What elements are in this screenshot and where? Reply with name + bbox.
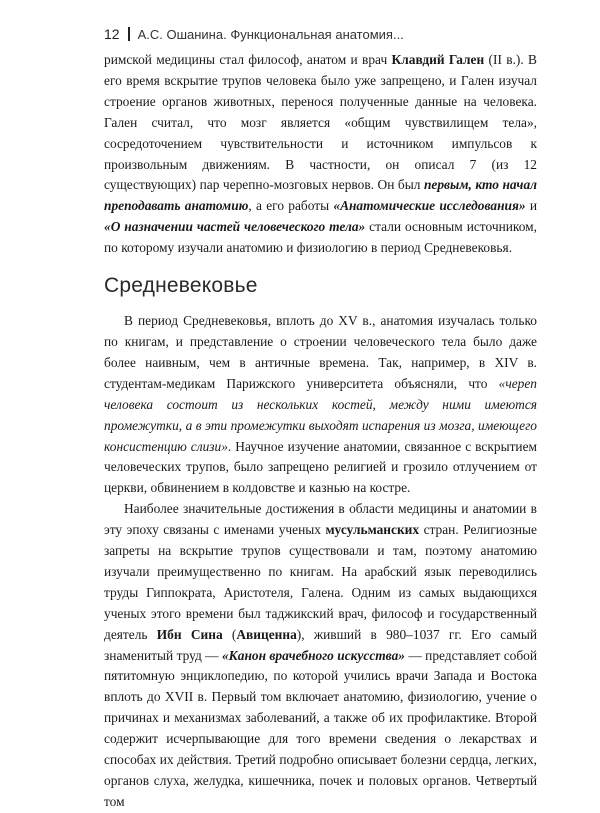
page-body <box>104 50 537 813</box>
text-run: ( <box>222 626 237 642</box>
text-run: , а его работы <box>248 198 334 214</box>
book-title: «О назначении частей человеческого тела» <box>104 219 366 235</box>
emphasis-name: Авиценна <box>236 626 297 642</box>
text-run: стран. Религиозные запреты на вскрытие трупов существовали и там, поэтому анатомию изучали преимущественно по книгам. На арабский язык переводились труды Гиппократа, Аристотеля, Галена. Одним из самых выдающихся ученых этого времени был таджикский врач, философ и государственный деятель <box>104 522 538 642</box>
paragraph-middle-ages <box>104 311 537 499</box>
paragraph-galen <box>104 50 537 259</box>
book-title: «Анатомические исследования» <box>333 198 526 214</box>
text-run: римской медицины стал философ, анатом и врач <box>104 52 392 67</box>
page-number: 12 <box>104 26 120 42</box>
text-run: ), живший в 980–1037 гг. Его самый знаменитый труд — <box>104 626 537 663</box>
emphasis-name: Клавдий Гален <box>391 52 485 67</box>
paragraph-avicenna <box>104 499 537 813</box>
text-run: Наиболее значительные достижения в области медицины и анатомии в эту эпоху связаны с именами ученых <box>104 501 537 538</box>
text-run: и <box>525 198 538 214</box>
quotation: «череп человека состоит из нескольких костей, между ними имеются промежутки, а в эти промежутки выходят испарения из мозга, имеющего консистенцию слизи» <box>104 375 537 454</box>
header-separator <box>128 27 130 41</box>
running-title: А.С. Ошанина. Функциональная анатомия... <box>137 26 404 42</box>
running-header <box>104 26 404 42</box>
text-run: В период Средневековья, вплоть до XV в., анатомия изучалась только по книгам, и представление о строении человеческого тела было даже более наивным, чем в античные времена. Так, например, в XIV в. студентам-медикам Парижского университета объясняли, что <box>104 313 537 391</box>
emphasis-word: мусульманских <box>325 522 420 538</box>
book-title: «Канон врачебного искусства» <box>221 647 405 663</box>
text-run: . Научное изучение анатомии, связанное с вскрытием человеческих трупов, было запрещено религией и грозило отлучением от церкви, обвинением в колдовстве и казнью на костре. <box>104 438 538 496</box>
text-run: (II в.). В его время вскрытие трупов человека было уже запрещено, и Гален изучал строение органов животных, перенося полученные данные на человека. Гален считал, что мозг является «общим чувствилищем тела», сосредоточением чувствительности и источником импульсов к произвольным движениям. В частности, он описал 7 (из 12 существующих) пар черепно-мозговых нервов. Он был <box>104 52 537 193</box>
text-run: — представляет собой пятитомную энциклопедию, по которой учились врачи Запада и Востока вплоть до XVII в. Первый том включает анатомию, физиологию, учение о причинах и механизмах заболеваний, а также об их профилактике. Второй содержит исчерпывающие для того времени сведения о лекарствах и способах их действия. Третий подробно описывает болезни сердца, легких, органов слуха, желудка, кишечника, почек и половых органов. Четвертый том <box>104 647 538 809</box>
section-heading: Средневековье <box>104 274 258 298</box>
emphasis-phrase: первым, кто начал преподавать анатомию <box>104 177 538 214</box>
text-run: стали основным источником, по которому изучали анатомию и физиологию в период Средневековья. <box>104 219 537 256</box>
emphasis-name: Ибн Сина <box>156 626 223 642</box>
